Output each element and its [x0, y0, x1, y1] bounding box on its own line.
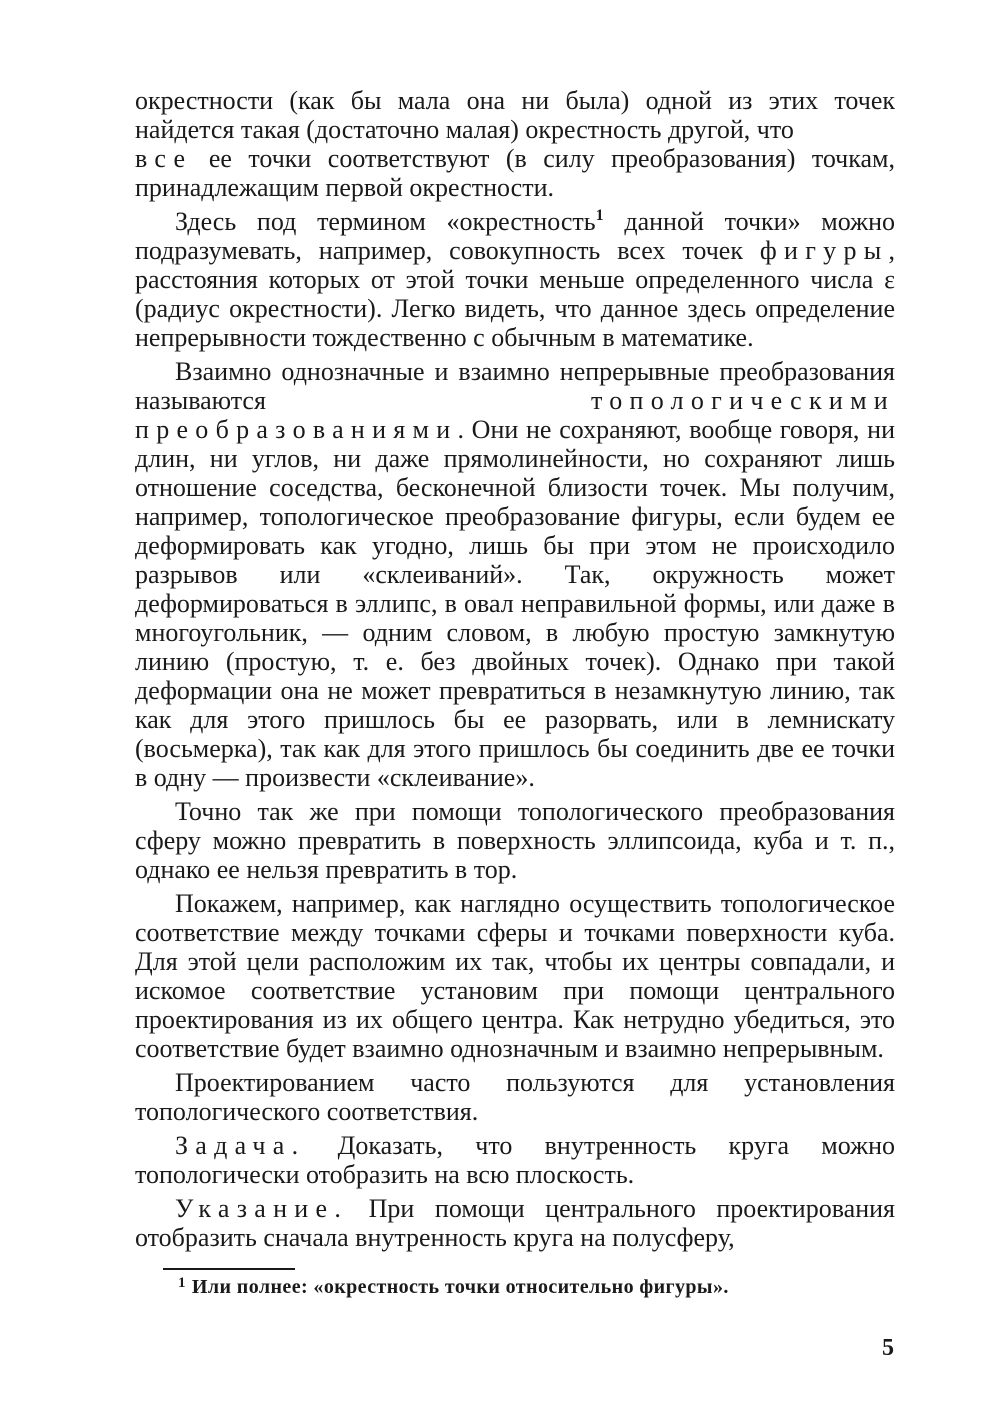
footnote-reference: 1	[595, 207, 604, 224]
paragraph-2: Здесь под термином «окрестность$^1$ данной точки» можно подразумевать, например, совокупность всех точек фигуры, расстояния которых от этой точки меньше определенного числа ε (радиус окрестности). Легко видеть, что данное здесь определение непрерывности тождественно с обычным в математике.	[135, 207, 895, 352]
paragraph-5: Покажем, например, как наглядно осуществить топологическое соответствие между точками сферы и точками поверхности куба. Для этой цели расположим их так, чтобы их центры совпадали, и искомое соответствие установим при помощи центрального проектирования из их общего центра. Как нетрудно убедиться, это соответствие будет взаимно однозначным и взаимно непрерывным.	[135, 889, 895, 1063]
paragraph-6: Проектированием часто пользуются для установления топологического соответствия.	[135, 1068, 895, 1126]
paragraph-4: Точно так же при помощи топологического преобразования сферу можно превратить в поверхность эллипсоида, куба и т. п., однако ее нельзя превратить в тор.	[135, 797, 895, 884]
footnote	[178, 1274, 898, 1300]
footnote-divider	[163, 1268, 295, 1270]
paragraph-1: окрестности (как бы мала она ни была) одной из этих точек найдется такая (достаточно малая) окрестность другой, что все ее точки соответствуют (в силу преобразования) точкам, принадлежащим первой окрестности.	[135, 86, 895, 202]
paragraph-hint: Указание. При помощи центрального проектирования отобразить сначала внутренность круга на полусферу,	[135, 1194, 895, 1252]
paragraph-task: Задача. Доказать, что внутренность круга можно топологически отобразить на всю плоскость.	[135, 1131, 895, 1189]
emphasis-spaced: все	[135, 144, 193, 173]
page-body	[135, 86, 895, 1252]
page-number: 5	[882, 1335, 894, 1361]
footnote-text: Или полнее: «окрестность точки относительно фигуры».	[191, 1276, 729, 1298]
footnote-mark: 1	[178, 1275, 186, 1291]
task-label: Задача.	[175, 1131, 306, 1160]
emphasis-spaced: фигуры	[759, 236, 889, 265]
hint-label: Указание.	[175, 1194, 349, 1223]
emphasis-spaced: топологическими преобразованиями	[135, 386, 895, 444]
paragraph-3: Взаимно однозначные и взаимно непрерывные преобразования называются топологическими преобразованиями. Они не сохраняют, вообще говоря, ни длин, ни углов, ни даже прямолинейности, но сохраняют лишь отношение соседства, бесконечной близости точек. Мы получим, например, топологическое преобразование фигуры, если будем ее деформировать как угодно, лишь бы при этом не происходило разрывов или «склеиваний». Так, окружность может деформироваться в эллипс, в овал неправильной формы, или даже в многоугольник, — одним словом, в любую простую замкнутую линию (простую, т. е. без двойных точек). Однако при такой деформации она не может превратиться в незамкнутую линию, так как для этого пришлось бы ее разорвать, или в лемнискату (восьмерка), так как для этого пришлось бы соединить две ее точки в одну — произвести «склеивание».	[135, 357, 895, 792]
